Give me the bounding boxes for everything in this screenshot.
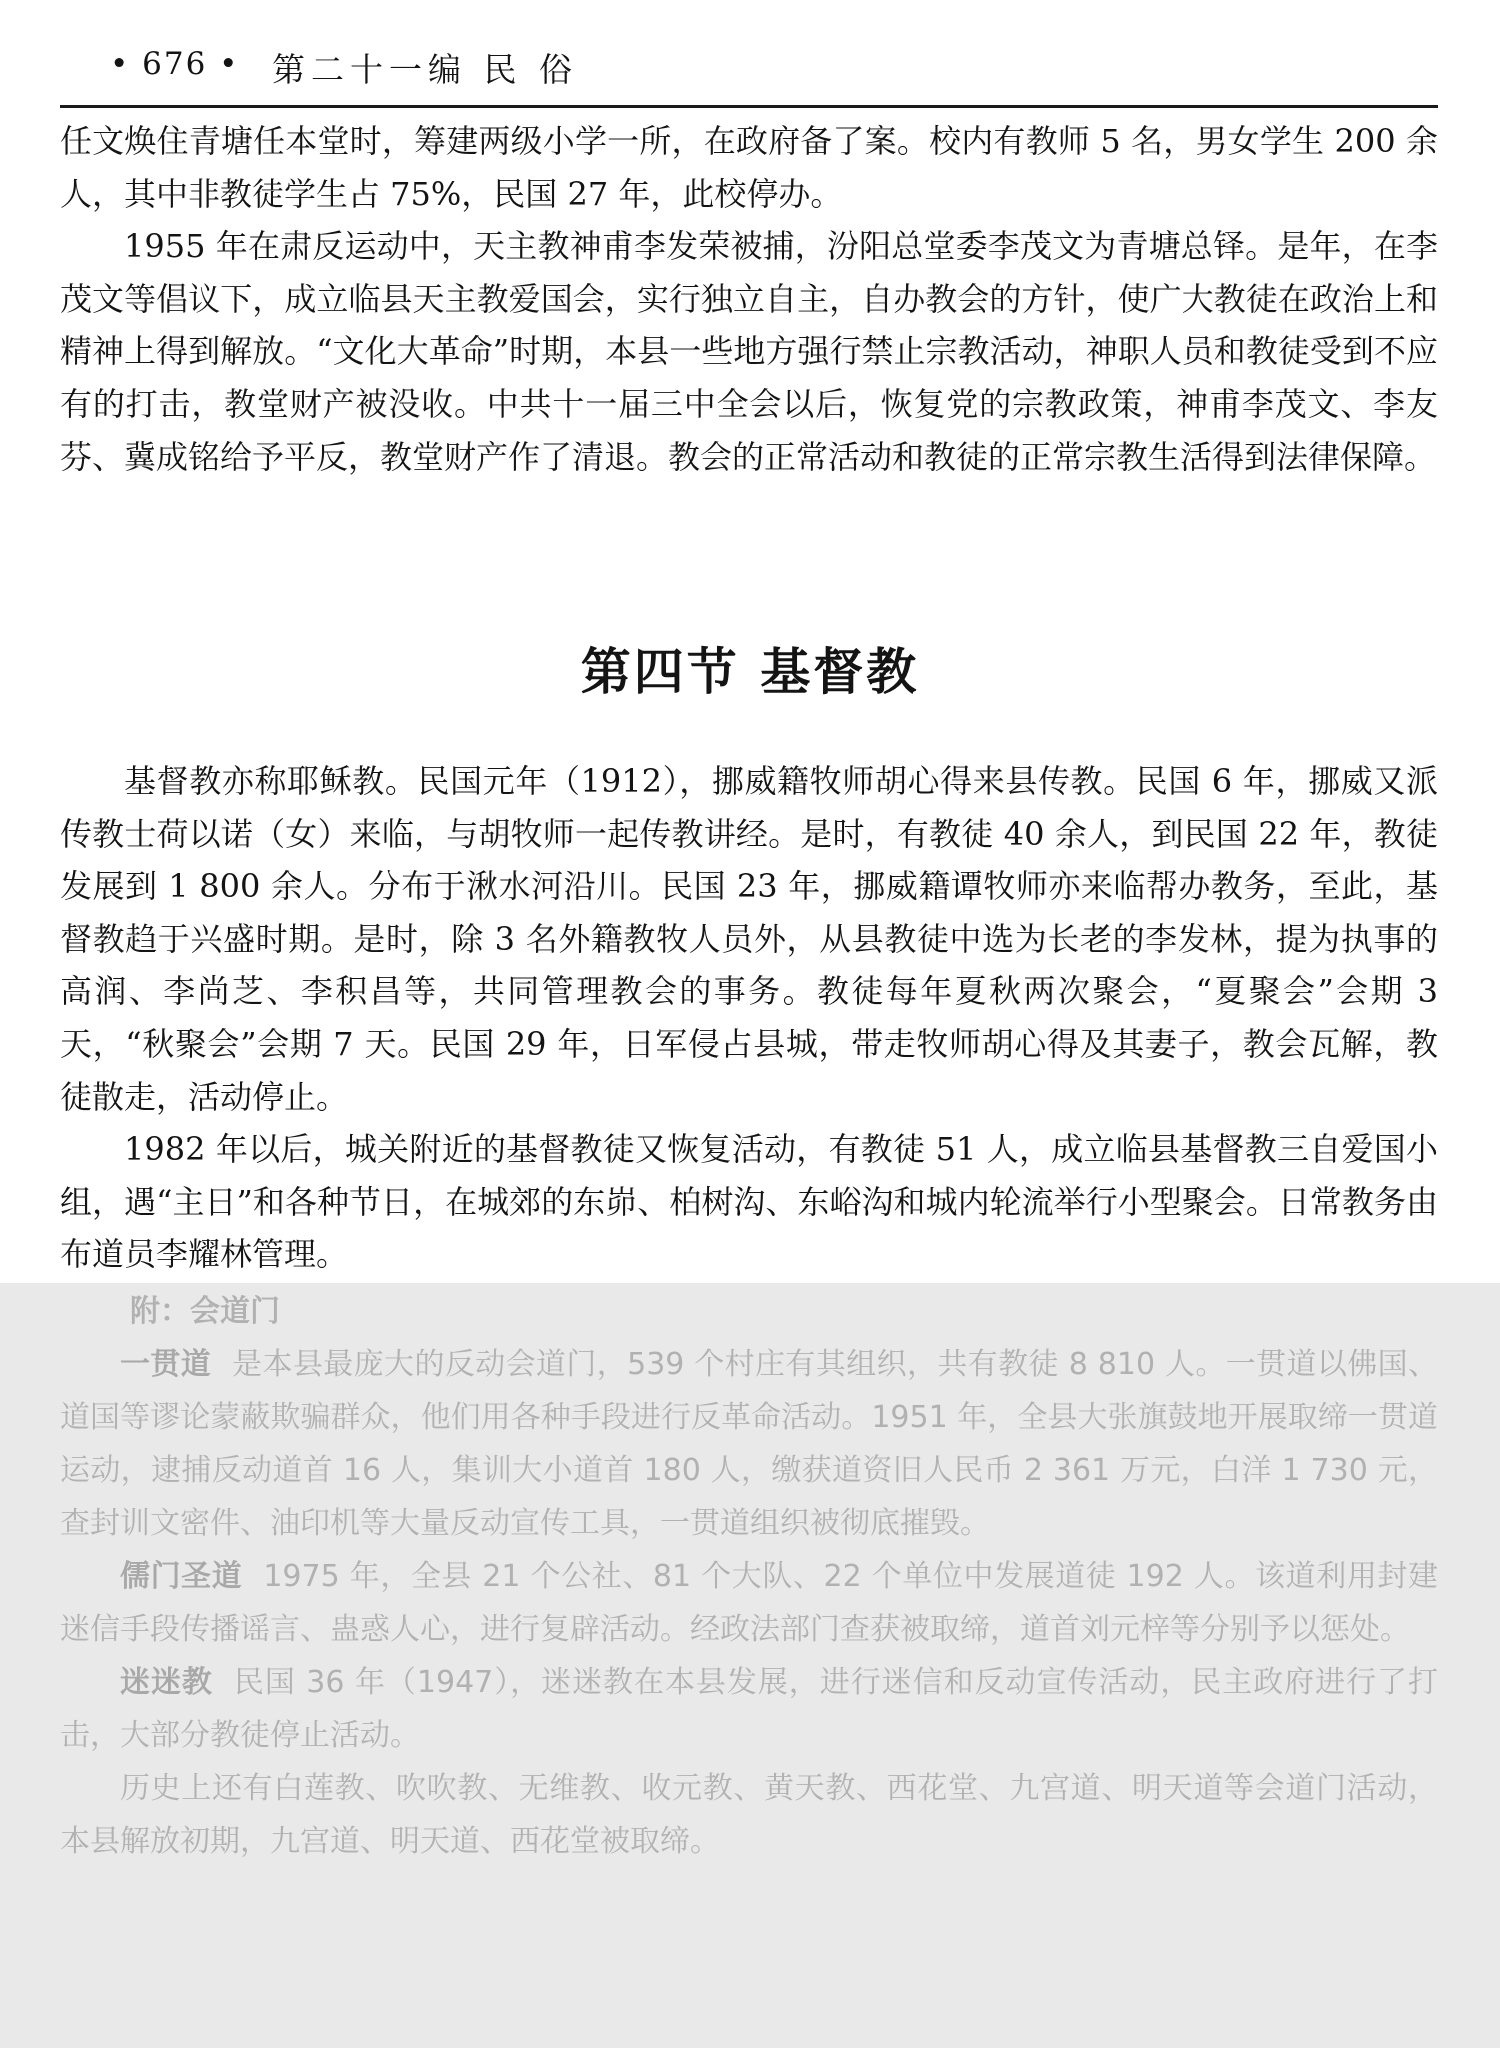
appendix-entry-rumenshengdao [60,1550,1438,1656]
appendix-entry-mimijiao [60,1656,1438,1762]
page-number: • 676 • [110,46,240,82]
entry-term: 儒门圣道 [120,1559,243,1594]
paragraph-1955: 1955 年在肃反运动中，天主教神甫李发荣被捕，汾阳总堂委李茂文为青塘总铎。是年，在李茂文等倡议下，成立临县天主教爱国会，实行独立自主，自办教会的方针，使广大教徒在政治上和精神上得到解放。“文化大革命”时期，本县一些地方强行禁止宗教活动，神职人员和教徒受到不应有的打击，教堂财产被没收。中共十一届三中全会以后，恢复党的宗教政策，神甫李茂文、李友芬、冀成铭给予平反，教堂财产作了清退。教会的正常活动和教徒的正常宗教生活得到法律保障。 [60,227,1438,476]
section-heading: 第四节 基督教 [580,643,920,701]
continued-paragraph: 任文焕住青塘任本堂时，筹建两级小学一所，在政府备了案。校内有教师 5 名，男女学生 200 余人，其中非教徒学生占 75%，民国 27 年，此校停办。 [60,122,1438,213]
section-text-block [60,755,1438,1281]
appendix-entry-yiguandao [60,1338,1438,1550]
entry-text: 民国 36 年（1947），迷迷教在本县发展，进行迷信和反动宣传活动，民主政府进行了打击，大部分教徒停止活动。 [60,1665,1439,1753]
header-rule [60,105,1438,108]
entry-term: 一贯道 [120,1347,212,1382]
paragraph-christianity-1982: 1982 年以后，城关附近的基督教徒又恢复活动，有教徒 51 人，成立临县基督教三自爱国小组，遇“主日”和各种节日，在城郊的东峁、柏树沟、东峪沟和城内轮流举行小型聚会。日常教务由布道员李耀林管理。 [60,1130,1438,1274]
appendix-heading: 附：会道门 [130,1294,280,1329]
running-title: 第二十一编 民 俗 [272,50,578,89]
paragraph-christianity-history: 基督教亦称耶稣教。民国元年（1912），挪威籍牧师胡心得来县传教。民国 6 年，挪威又派传教士荷以诺（女）来临，与胡牧师一起传教讲经。是时，有教徒 40 余人，到民国 22 年，教徒发展到 1 800 余人。分布于湫水河沿川。民国 23 年，挪威籍谭牧师亦来临帮办教务，至此，基督教趋于兴盛时期。是时，除 3 名外籍教牧人员外，从县教徒中选为长老的李发林，提为执事的高润、李尚芝、李积昌等，共同管理教会的事务。教徒每年夏秋两次聚会，“夏聚会”会期 3 天，“秋聚会”会期 7 天。民国 29 年，日军侵占县城，带走牧师胡心得及其妻子，教会瓦解，教徒散走，活动停止。 [60,762,1438,1116]
appendix-closing-paragraph: 历史上还有白莲教、吹吹教、无维教、收元教、黄天教、西花堂、九宫道、明天道等会道门活动，本县解放初期，九宫道、明天道、西花堂被取缔。 [60,1771,1438,1859]
appendix-text-block [60,1285,1438,1868]
entry-term: 迷迷教 [120,1665,213,1700]
entry-text: 是本县最庞大的反动会道门，539 个村庄有其组织，共有教徒 8 810 人。一贯道以佛国、道国等谬论蒙蔽欺骗群众，他们用各种手段进行反革命活动。1951 年，全县大张旗鼓地开展取缔一贯道运动，逮捕反动道首 16 人，集训大小道首 180 人，缴获道资旧人民币 2 361 万元，白洋 1 730 元，查封训文密件、油印机等大量反动宣传工具，一贯道组织被彻底摧毁。 [60,1347,1438,1541]
page-header [0,0,1500,120]
entry-text: 1975 年，全县 21 个公社、81 个大队、22 个单位中发展道徒 192 人。该道利用封建迷信手段传播谣言、蛊惑人心，进行复辟活动。经政法部门查获被取缔，道首刘元梓等分别予以惩处。 [60,1559,1438,1647]
top-text-block [60,115,1438,483]
appendix-panel [0,1283,1500,2048]
